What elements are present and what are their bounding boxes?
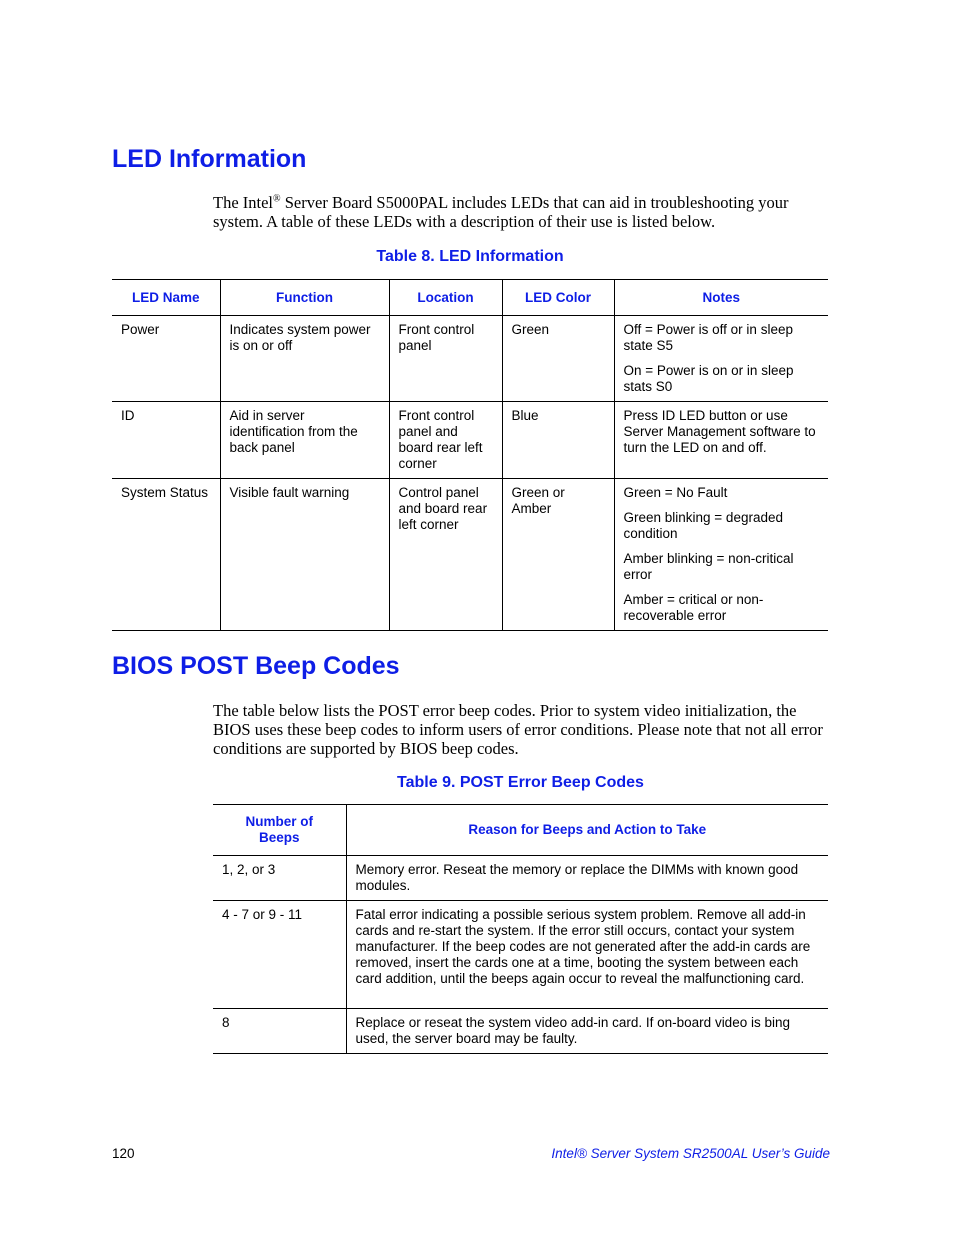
note-line: Green blinking = degraded condition: [623, 510, 783, 541]
col-header-notes: Notes: [614, 280, 828, 316]
intro-text-part2: Server Board S5000PAL includes LEDs that can aid in troubleshooting your system. A table of these LEDs with a description of their use is listed below.: [213, 193, 789, 231]
note-line: Amber blinking = non-critical error: [623, 551, 794, 582]
col-header-reason: Reason for Beeps and Action to Take: [346, 805, 828, 856]
notes-cell: [614, 402, 828, 479]
table-header-row: [112, 280, 828, 316]
beeps-cell: 4 - 7 or 9 - 11: [222, 907, 303, 922]
led-color-cell: Green or Amber: [502, 479, 614, 631]
section-heading-led-information: LED Information: [112, 145, 307, 173]
led-name-cell: System Status: [121, 485, 209, 500]
section-heading-bios-post-beep-codes: BIOS POST Beep Codes: [112, 652, 400, 680]
led-color-cell: Green: [502, 316, 614, 402]
post-error-beep-codes-table: [213, 804, 828, 1054]
col-header-number-of-beeps: Number of Beeps: [245, 814, 313, 845]
notes-cell: [614, 479, 828, 631]
led-intro-paragraph: [213, 193, 825, 231]
function-cell: Visible fault warning: [220, 479, 389, 631]
note-line: Press ID LED button or use Server Management software to turn the LED on and off.: [623, 408, 816, 455]
table-row: [112, 402, 828, 479]
function-cell: Indicates system power is on or off: [220, 316, 389, 402]
table-row: [213, 901, 828, 1009]
function-cell: Aid in server identification from the back panel: [220, 402, 389, 479]
led-information-table: [112, 279, 828, 631]
beeps-cell: 1, 2, or 3: [222, 862, 276, 877]
led-color-cell: Blue: [502, 402, 614, 479]
note-line: Green = No Fault: [623, 485, 728, 500]
col-header-function: Function: [220, 280, 389, 316]
registered-mark: ®: [273, 193, 281, 205]
location-cell: Front control panel and board rear left corner: [389, 402, 502, 479]
table-row: [112, 316, 828, 402]
page-number: 120: [112, 1146, 135, 1161]
table9-caption: Table 9. POST Error Beep Codes: [397, 774, 644, 791]
table-row: [213, 856, 828, 901]
table-row: [213, 1009, 828, 1054]
note-line: Amber = critical or non-recoverable error: [623, 592, 764, 623]
col-header-led-color: LED Color: [502, 280, 614, 316]
note-line: On = Power is on or in sleep stats S0: [623, 363, 794, 394]
beep-intro-paragraph: The table below lists the POST error beep codes. Prior to system video initialization, the BIOS uses these beep codes to inform users of error conditions. Please note that not all error conditions are supported by BIOS beep codes.: [213, 701, 823, 758]
notes-cell: [614, 316, 828, 402]
intro-text-part1: The Intel: [213, 193, 274, 212]
note-line: Off = Power is off or in sleep state S5: [623, 322, 793, 353]
document-title: Intel® Server System SR2500AL User’s Guide: [551, 1146, 830, 1161]
location-cell: Front control panel: [389, 316, 502, 402]
table8-caption: Table 8. LED Information: [376, 248, 564, 265]
reason-cell: Fatal error indicating a possible serious system problem. Remove all add-in cards and re-start the system. If the error still occurs, contact your system manufacturer. If the beep codes are not generated after the add-in cards are removed, insert the cards one at a time, booting the system between each card addition, until the beeps again occur to reveal the malfunctioning card.: [346, 901, 828, 1009]
reason-cell: Memory error. Reseat the memory or replace the DIMMs with known good modules.: [346, 856, 828, 901]
beeps-cell: 8: [222, 1015, 230, 1030]
reason-cell: Replace or reseat the system video add-in card. If on-board video is bing used, the server board may be faulty.: [346, 1009, 828, 1054]
col-header-location: Location: [389, 280, 502, 316]
led-name-cell: ID: [121, 408, 135, 423]
table-header-row: [213, 805, 828, 856]
location-cell: Control panel and board rear left corner: [389, 479, 502, 631]
table-row: [112, 479, 828, 631]
col-header-led-name: LED Name: [131, 289, 200, 305]
led-name-cell: Power: [121, 322, 160, 337]
